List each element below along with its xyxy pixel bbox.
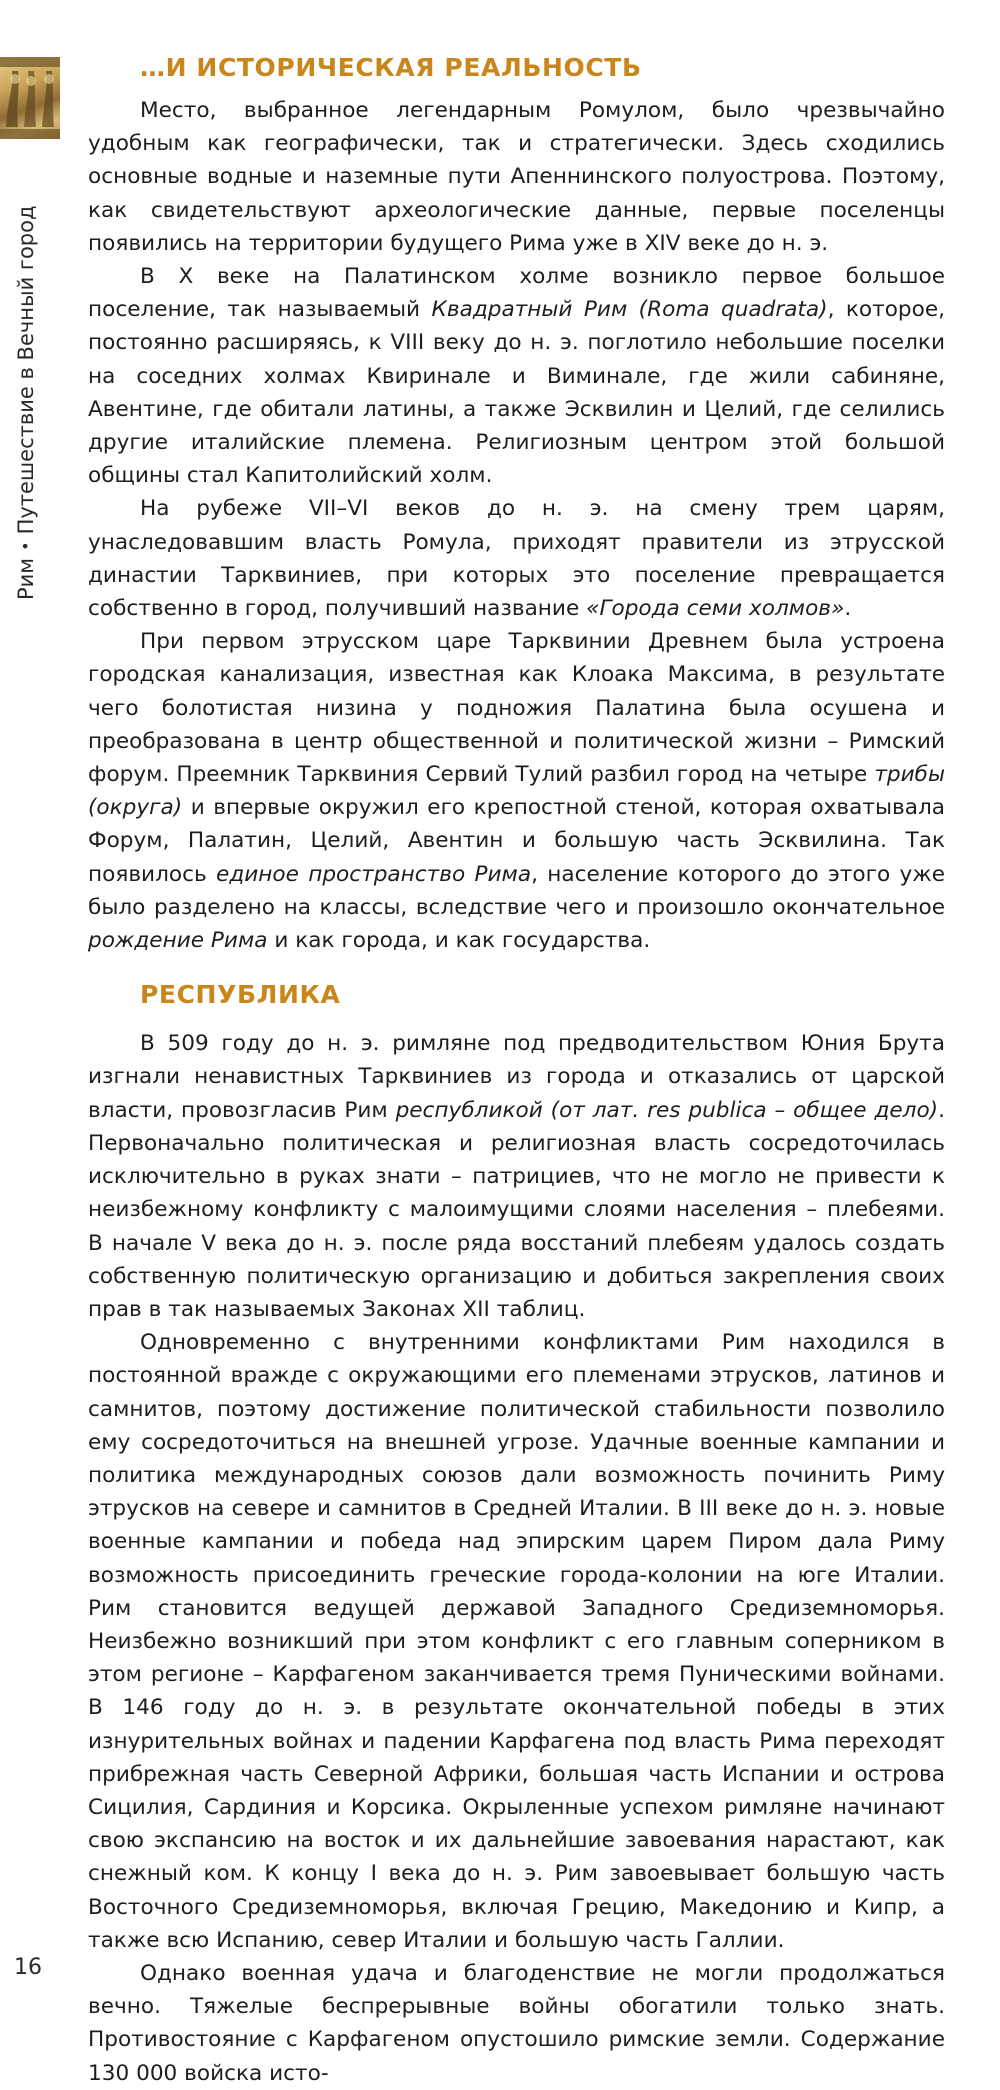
- running-head: [14, 206, 38, 601]
- emphasis: единое пространство Рима: [216, 861, 532, 887]
- paragraph: При первом этрусском царе Тарквинии Древнем была устроена городская канализация, известная как Клоака Максима, в результате чего болотистая низина у подножия Палатина была осушена и преобразована в центр общественной и политической жизни – Римский форум. Преемник Тарквиния Сервий Тулий разбил город на четыре трибы (округа) и впервые окружил его крепостной стеной, которая охватывала Форум, Палатин, Целий, Авентин и большую часть Эсквилина. Так появилось единое пространство Рима, население которого до этого уже было разделено на классы, вследствие чего и произошло окончательное рождение Рима и как города, и как государства.: [88, 629, 946, 954]
- paragraph: В 509 году до н. э. римляне под предводительством Юния Брута изгнали ненавистных Тарквиниев из города и отказались от царской власти, провозгласив Рим республикой (от лат. res publica – общее дело). Первоначально политическая и религиозная власть сосредоточилась исключительно в руках знати – патрициев, что не могло не привести к неизбежному конфликту с малоимущими слоями населения – плебеями. В начале V века до н. э. после ряда восстаний плебеям удалось создать собственную политическую организацию и добиться закрепления своих прав в так называемых Законах XII таблиц.: [88, 1031, 945, 1322]
- section-heading-republic: РЕСПУБЛИКА: [140, 980, 341, 1010]
- emphasis: рождение Рима: [88, 928, 268, 954]
- emphasis: трибы (округа): [88, 762, 945, 821]
- running-head-bullet: •: [16, 541, 35, 551]
- paragraph: Однако военная удача и благоденствие не могли продолжаться вечно. Тяжелые беспрерывные войны обогатили только знать. Противостояние с Карфагеном опустошило римские земли. Содержание 130 000 войска исто-: [88, 1960, 945, 2086]
- paragraph: Место, выбранное легендарным Ромулом, было чрезвычайно удобным как географически, так и стратегически. Здесь сходились основные водные и наземные пути Апеннинского полуострова. Поэтому, как свидетельствуют археологические данные, первые поселенцы появились на территории будущего Рима уже в XIV веке до н. э.: [88, 98, 945, 256]
- paragraph: На рубеже VII–VI веков до н. э. на смену трем царям, унаследовавшим власть Ромула, приходят правители из этрусской династии Тарквиниев, при которых это поселение превращается собственно в город, получивший название «Города семи холмов».: [88, 496, 945, 622]
- emphasis: Квадратный Рим (Roma quadrata): [431, 297, 828, 323]
- running-head-title: Путешествие в Вечный город: [14, 205, 38, 535]
- section-heading-historical-reality: …И ИСТОРИЧЕСКАЯ РЕАЛЬНОСТЬ: [140, 53, 642, 82]
- relief-icon: [0, 57, 60, 139]
- chapter-thumbnail-image: [0, 57, 60, 139]
- emphasis: «Города семи холмов»: [586, 596, 845, 622]
- paragraph: В X веке на Палатинском холме возникло первое большое поселение, так называемый Квадратный Рим (Roma quadrata), которое, постоянно расширяясь, к VIII веку до н. э. поглотило небольшие поселки на соседних холмах Квиринале и Виминале, где жили сабиняне, Авентине, где обитали латины, а также Эсквилин и Целий, где селились другие италийские племена. Религиозным центром этой большой общины стал Капитолийский холм.: [88, 264, 946, 489]
- page-number: 16: [14, 1955, 42, 1980]
- page-body: [88, 48, 945, 2090]
- emphasis: республикой (от лат. res publica – общее дело): [395, 1097, 939, 1123]
- paragraph: Одновременно с внутренними конфликтами Рим находился в постоянной вражде с окружающими его племенами этрусков, латинов и самнитов, поэтому достижение политической стабильности позволило ему сосредоточиться на внешней угрозе. Удачные военные кампании и политика международных союзов дали возможность починить Риму этрусков на севере и самнитов в Средней Италии. В III веке до н. э. новые военные кампании и победа над эпирским царем Пиром дала Риму возможность присоединить греческие города-колонии на юге Италии. Рим становится ведущей державой Западного Средиземноморья. Неизбежно возникший при этом конфликт с его главным соперником в этом регионе – Карфагеном заканчивается тремя Пуническими войнами. В 146 году до н. э. в результате окончательной победы в этих изнурительных войнах и падении Карфагена под власть Рима переходят прибрежная часть Северной Африки, большая часть Испании и острова Сицилия, Сардиния и Корсика. Окрыленные успехом римляне начинают свою экспансию на восток и их дальнейшие завоевания нарастают, как снежный ком. К концу I века до н. э. Рим завоевывает большую часть Восточного Средиземноморья, включая Грецию, Македонию и Кипр, а также всю Испанию, север Италии и большую часть Галлии.: [88, 1330, 945, 1953]
- running-head-city: Рим: [14, 557, 38, 600]
